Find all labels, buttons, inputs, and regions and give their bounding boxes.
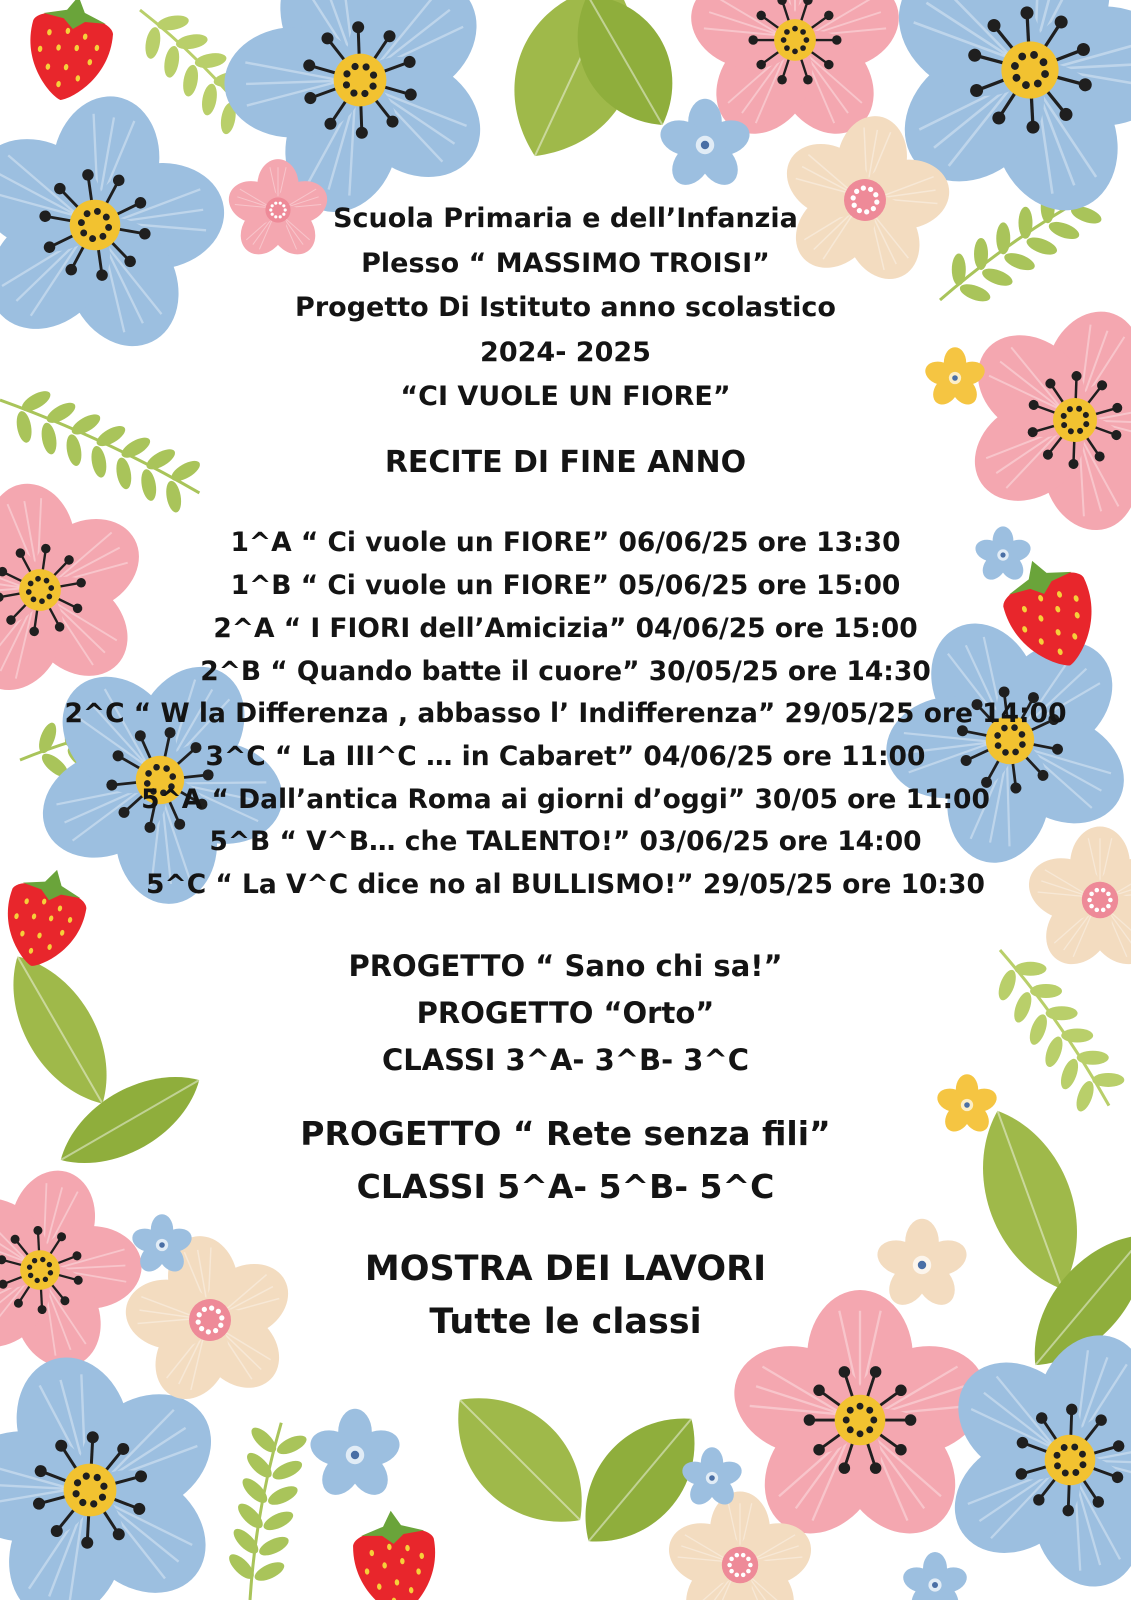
recita-item: 1^A “ Ci vuole un FIORE” 06/06/25 ore 13:30 [230, 527, 901, 558]
progetto-rete: PROGETTO “ Rete senza fili” [300, 1114, 831, 1153]
recita-item: 2^B “ Quando batte il cuore” 30/05/25 ore 14:30 [200, 656, 931, 687]
recita-item: 2^A “ I FIORI dell’Amicizia” 04/06/25 ore 15:00 [213, 613, 918, 644]
school-year: 2024- 2025 [480, 337, 651, 368]
classi-quinte: CLASSI 5^A- 5^B- 5^C [356, 1167, 775, 1206]
school-name: Scuola Primaria e dell’Infanzia [333, 203, 798, 234]
progetto-sano: PROGETTO “ Sano chi sa!” [348, 949, 783, 983]
recite-title: RECITE DI FINE ANNO [384, 445, 747, 480]
mostra-subtitle: Tutte le classi [429, 1302, 702, 1342]
recita-item: 1^B “ Ci vuole un FIORE” 05/06/25 ore 15:00 [230, 570, 901, 601]
project-title: “CI VUOLE UN FIORE” [400, 381, 731, 412]
mostra-title: MOSTRA DEI LAVORI [364, 1249, 767, 1289]
recita-item: 2^C “ W la Differenza , abbasso l’ Indifferenza” 29/05/25 ore 14:00 [64, 698, 1067, 729]
project-line: Progetto Di Istituto anno scolastico [295, 292, 836, 323]
recita-item: 3^C “ La III^C … in Cabaret” 04/06/25 ore 11:00 [205, 741, 926, 772]
plesso-name: Plesso “ MASSIMO TROISI” [361, 248, 770, 279]
recita-item: 5^B “ V^B… che TALENTO!” 03/06/25 ore 14:00 [209, 826, 922, 857]
progetto-orto: PROGETTO “Orto” [416, 996, 715, 1030]
recita-item: 5^C “ La V^C dice no al BULLISMO!” 29/05/25 ore 10:30 [146, 869, 985, 900]
classi-terze: CLASSI 3^A- 3^B- 3^C [381, 1043, 750, 1077]
recita-item: 5^A “ Dall’antica Roma ai giorni d’oggi” 30/05 ore 11:00 [141, 784, 990, 815]
